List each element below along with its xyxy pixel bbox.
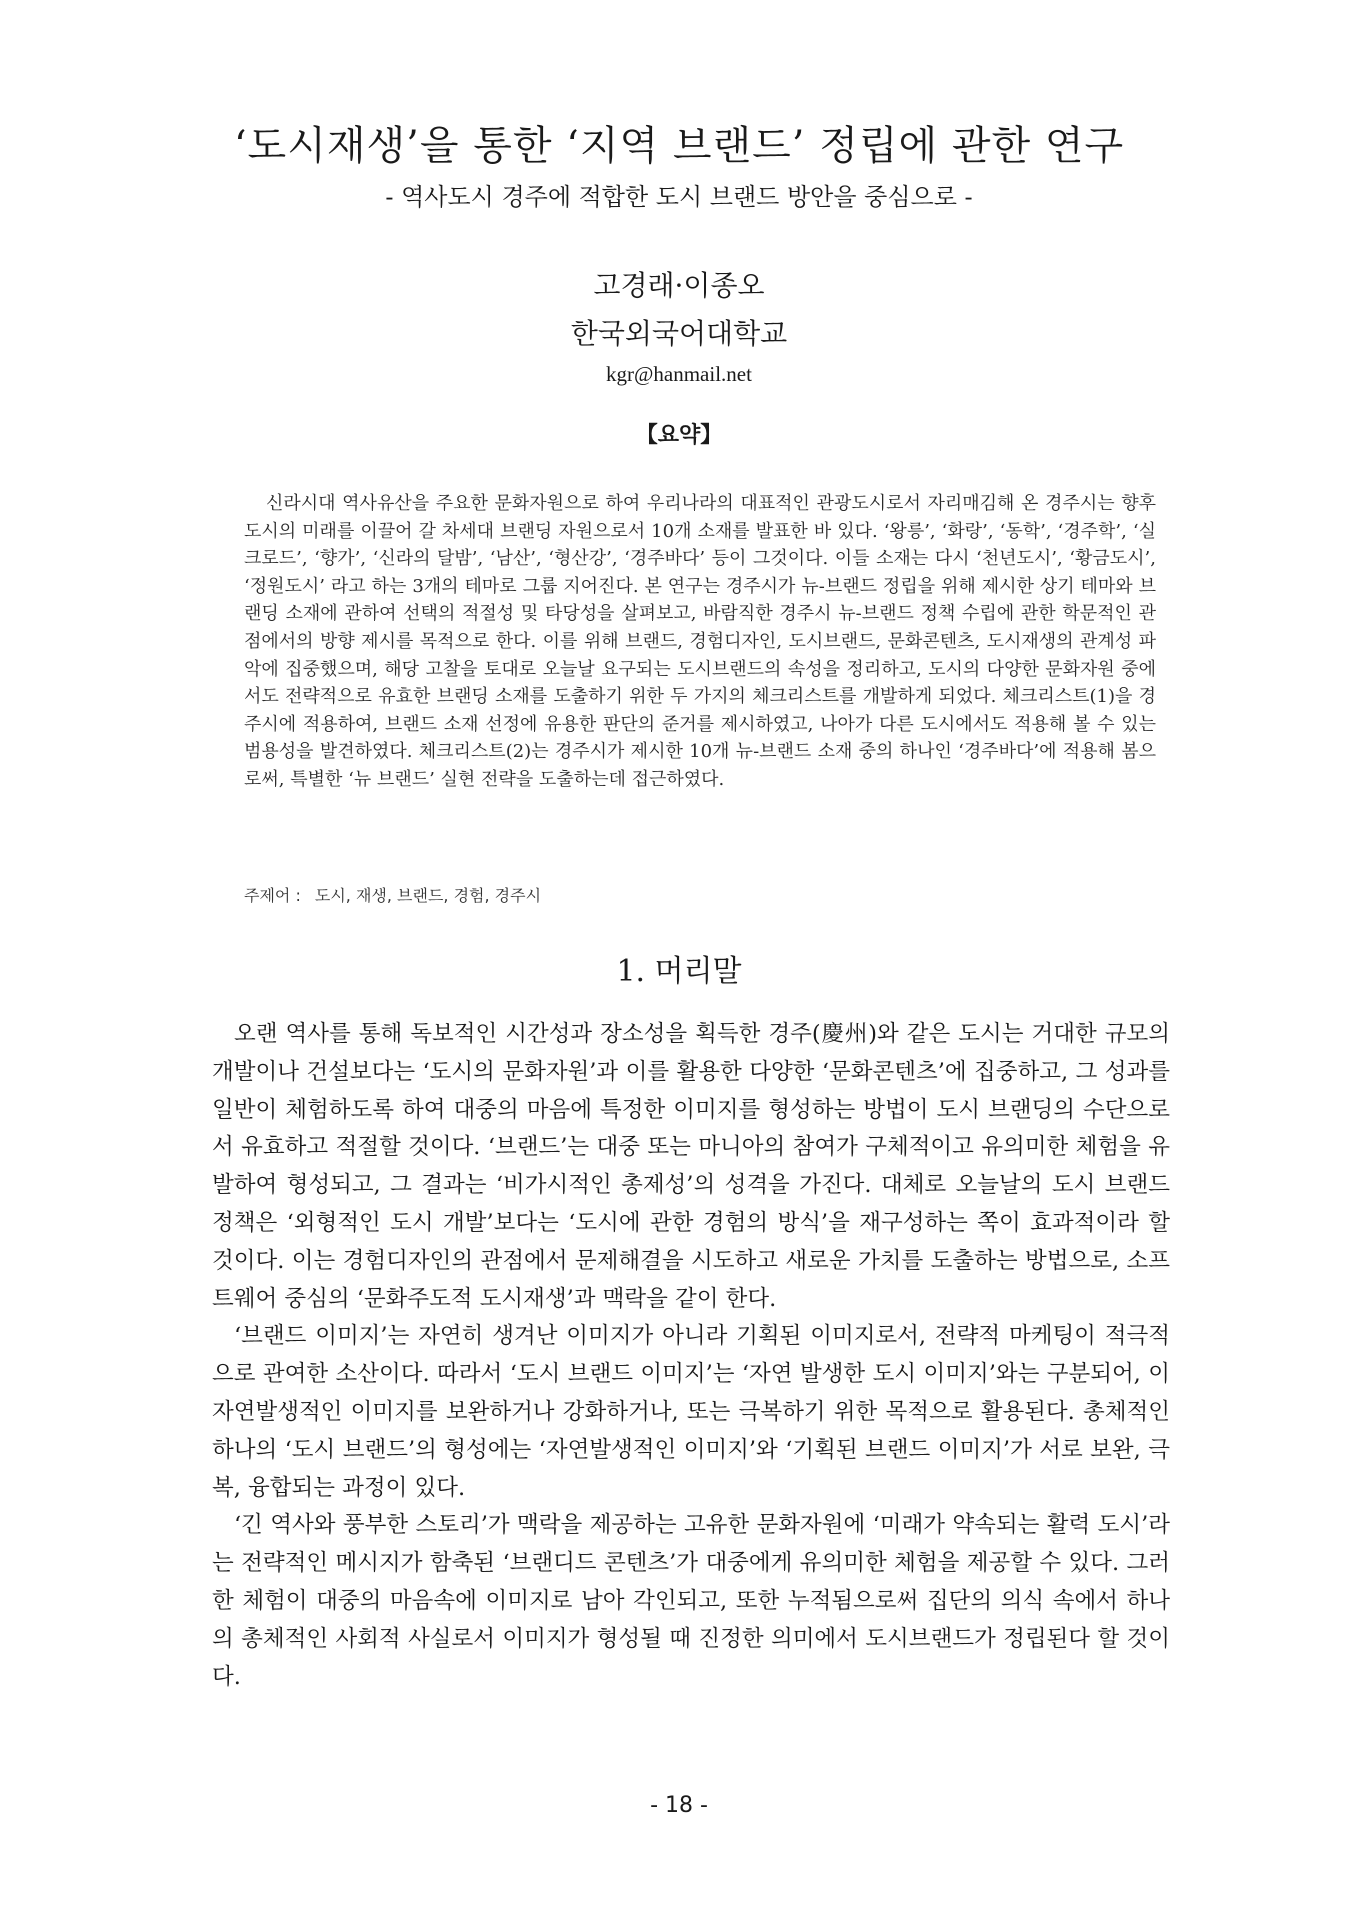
body-paragraph: 오랜 역사를 통해 독보적인 시간성과 장소성을 획득한 경주(慶州)와 같은 도시는 거대한 규모의 개발이나 건설보다는 ‘도시의 문화자원’과 이를 활용한 다양한 ‘문화콘텐츠’에 집중하고, 그 성과를 일반이 체험하도록 하여 대중의 마음에 특정한 이미지를 형성하는 방법이 도시 브랜딩의 수단으로서 유효하고 적절할 것이다. ‘브랜드’는 대중 또는 마니아의 참여가 구체적이고 유의미한 체험을 유발하여 형성되고, 그 결과는 ‘비가시적인 총제성’의 성격을 가진다. 대체로 오늘날의 도시 브랜드 정책은 ‘외형적인 도시 개발’보다는 ‘도시에 관한 경험의 방식’을 재구성하는 쪽이 효과적이라 할 것이다. 이는 경험디자인의 관점에서 문제해결을 시도하고 새로운 가치를 도출하는 방법으로, 소프트웨어 중심의 ‘문화주도적 도시재생’과 맥락을 같이 한다. — [212, 1021, 1170, 1312]
abstract-text: 신라시대 역사유산을 주요한 문화자원으로 하여 우리나라의 대표적인 관광도시로서 자리매김해 온 경주시는 향후 도시의 미래를 이끌어 갈 차세대 브랜딩 자원으로서 10개 소재를 발표한 바 있다. ‘왕릉’, ‘화랑’, ‘동학’, ‘경주학’, ‘실크로드’, ‘향가’, ‘신라의 달밤’, ‘남산’, ‘형산강’, ‘경주바다’ 등이 그것이다. 이들 소재는 다시 ‘천년도시’, ‘황금도시’, ‘정원도시’ 라고 하는 3개의 테마로 그룹 지어진다. 본 연구는 경주시가 뉴-브랜드 정립을 위해 제시한 상기 테마와 브랜딩 소재에 관하여 선택의 적절성 및 타당성을 살펴보고, 바람직한 경주시 뉴-브랜드 정책 수립에 관한 학문적인 관점에서의 방향 제시를 목적으로 한다. 이를 위해 브랜드, 경험디자인, 도시브랜드, 문화콘텐츠, 도시재생의 관계성 파악에 집중했으며, 해당 고찰을 토대로 오늘날 요구되는 도시브랜드의 속성을 정리하고, 도시의 다양한 문화자원 중에서도 전략적으로 유효한 브랜딩 소재를 도출하기 위한 두 가지의 체크리스트를 개발하게 되었다. 체크리스트(1)을 경주시에 적용하여, 브랜드 소재 선정에 유용한 판단의 준거를 제시하였고, 나아가 다른 도시에서도 적용해 볼 수 있는 범용성을 발견하였다. 체크리스트(2)는 경주시가 제시한 10개 뉴-브랜드 소재 중의 하나인 ‘경주바다’에 적용해 봄으로써, 특별한 ‘뉴 브랜드’ 실현 전략을 도출하는데 접근하였다. — [244, 493, 1156, 790]
section-body — [212, 1016, 1170, 1696]
body-paragraph: ‘긴 역사와 풍부한 스토리’가 맥락을 제공하는 고유한 문화자원에 ‘미래가 약속되는 활력 도시’라는 전략적인 메시지가 함축된 ‘브랜디드 콘텐츠’가 대중에게 유의미한 체험을 제공할 수 있다. 그러한 체험이 대중의 마음속에 이미지로 남아 각인되고, 또한 누적됨으로써 집단의 의식 속에서 하나의 총체적인 사회적 사실로서 이미지가 형성될 때 진정한 의미에서 도시브랜드가 정립된다 할 것이다. — [212, 1512, 1170, 1690]
author-email: kgr@hanmail.net — [606, 362, 752, 386]
keywords-label: 주제어 : — [244, 886, 301, 905]
author-names: 고경래·이종오 — [593, 269, 765, 302]
abstract-heading: 【요약】 — [635, 423, 723, 448]
author-affiliation: 한국외국어대학교 — [570, 317, 788, 350]
keywords-line — [244, 884, 541, 908]
page-number: - 18 - — [650, 1793, 708, 1818]
paper-title: ‘도시재생’을 통한 ‘지역 브랜드’ 정립에 관한 연구 — [233, 123, 1125, 169]
paper-subtitle: - 역사도시 경주에 적합한 도시 브랜드 방안을 중심으로 - — [385, 183, 973, 211]
keywords-list: 도시, 재생, 브랜드, 경험, 경주시 — [314, 886, 542, 905]
body-paragraph: ‘브랜드 이미지’는 자연히 생겨난 이미지가 아니라 기획된 이미지로서, 전략적 마케팅이 적극적으로 관여한 소산이다. 따라서 ‘도시 브랜드 이미지’는 ‘자연 발생한 도시 이미지’와는 구분되어, 이 자연발생적인 이미지를 보완하거나 강화하거나, 또는 극복하기 위한 목적으로 활용된다. 총체적인 하나의 ‘도시 브랜드’의 형성에는 ‘자연발생적인 이미지’와 ‘기획된 브랜드 이미지’가 서로 보완, 극복, 융합되는 과정이 있다. — [212, 1323, 1170, 1501]
section-heading: 1. 머리말 — [616, 954, 742, 989]
